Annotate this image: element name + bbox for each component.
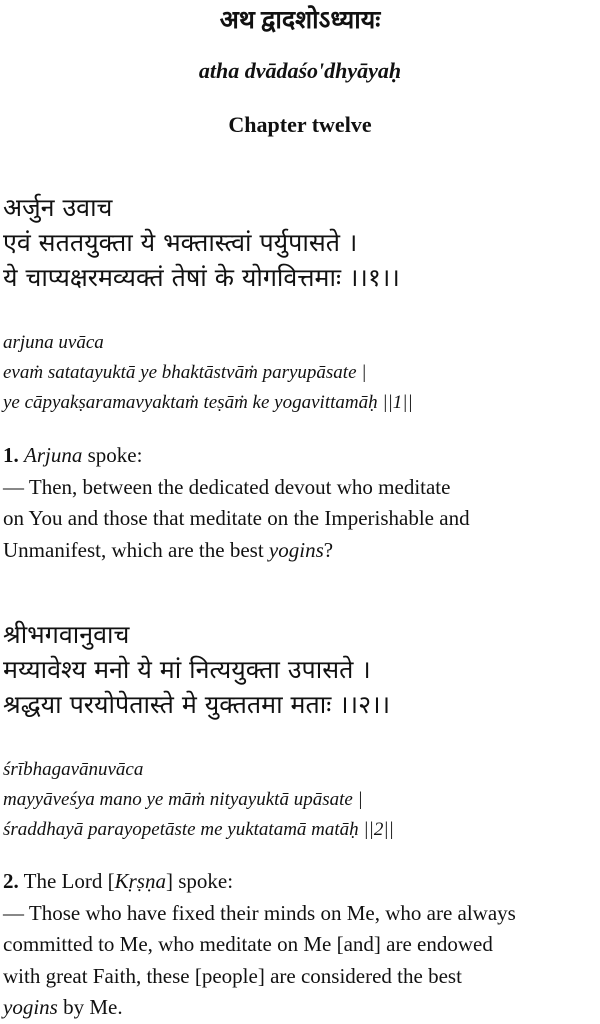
verse-1-transliteration: [3, 328, 600, 418]
transliteration-line: śrībhagavānuvāca: [3, 759, 144, 780]
devanagari-line: मय्यावेश्य मनो ये मां नित्ययुक्ता उपासते ।: [3, 655, 371, 684]
speaker-name: Arjuna: [24, 443, 83, 467]
translation-line: — Those who have fixed their minds on Me, who are always: [3, 900, 516, 925]
italic-term: yogins: [3, 995, 58, 1019]
transliteration-line: evaṁ satatayuktā ye bhaktāstvāṁ paryupāsate |: [3, 362, 367, 383]
speaker-text: spoke:: [82, 443, 143, 467]
text: Unmanifest, which are the best: [3, 537, 269, 562]
transliteration-line: śraddhayā parayopetāste me yuktatamā matāḥ ||2||: [3, 819, 394, 840]
speaker-text: ] spoke:: [165, 869, 234, 893]
translation-line: with great Faith, these [people] are considered the best: [3, 963, 462, 988]
verse-1-translation: [3, 440, 600, 566]
verse-1-devanagari: [3, 190, 600, 295]
devanagari-line: श्रद्धया परयोपेतास्ते मे युक्ततमा मताः ।।२।।: [3, 690, 391, 719]
transliteration-line: ye cāpyakṣaramavyaktaṁ teṣāṁ ke yogavittamāḥ ||1||: [3, 392, 413, 413]
chapter-title-english: Chapter twelve: [228, 112, 372, 137]
verse-2-transliteration: [3, 755, 600, 845]
verse-number: 1.: [3, 443, 19, 467]
chapter-title-sanskrit: अथ द्वादशोऽध्यायः: [219, 7, 381, 34]
text: by Me.: [57, 995, 123, 1019]
verse-2-devanagari: [3, 617, 600, 722]
devanagari-line: ये चाप्यक्षरमव्यक्तं तेषां के योगवित्तमाः ।।१।।: [3, 263, 400, 292]
translation-line: committed to Me, who meditate on Me [and] are endowed: [3, 932, 493, 956]
transliteration-line: mayyāveśya mano ye māṁ nityayuktā upāsate |: [3, 789, 363, 810]
chapter-title-transliteration: atha dvādaśo'dhyāyaḥ: [198, 58, 402, 83]
devanagari-line: श्रीभगवानुवाच: [3, 620, 130, 649]
translation-line: [3, 535, 600, 567]
text: ?: [323, 537, 334, 562]
speaker-text: The Lord [: [18, 869, 115, 893]
transliteration-line: arjuna uvāca: [3, 332, 104, 353]
italic-term: yogins: [268, 537, 324, 562]
translation-line: on You and those that meditate on the Imperishable and: [3, 506, 470, 530]
devanagari-line: एवं सततयुक्ता ये भक्तास्त्वां पर्युपासते ।: [3, 228, 358, 257]
translation-line: — Then, between the dedicated devout who meditate: [3, 474, 451, 499]
speaker-name: Kṛṣṇa: [114, 869, 166, 893]
translation-line: [3, 992, 600, 1024]
devanagari-line: अर्जुन उवाच: [3, 193, 113, 222]
speaker-line: [3, 440, 600, 472]
verse-number: 2.: [3, 869, 19, 893]
verse-2-translation: [3, 866, 600, 1024]
speaker-line: [3, 866, 600, 898]
